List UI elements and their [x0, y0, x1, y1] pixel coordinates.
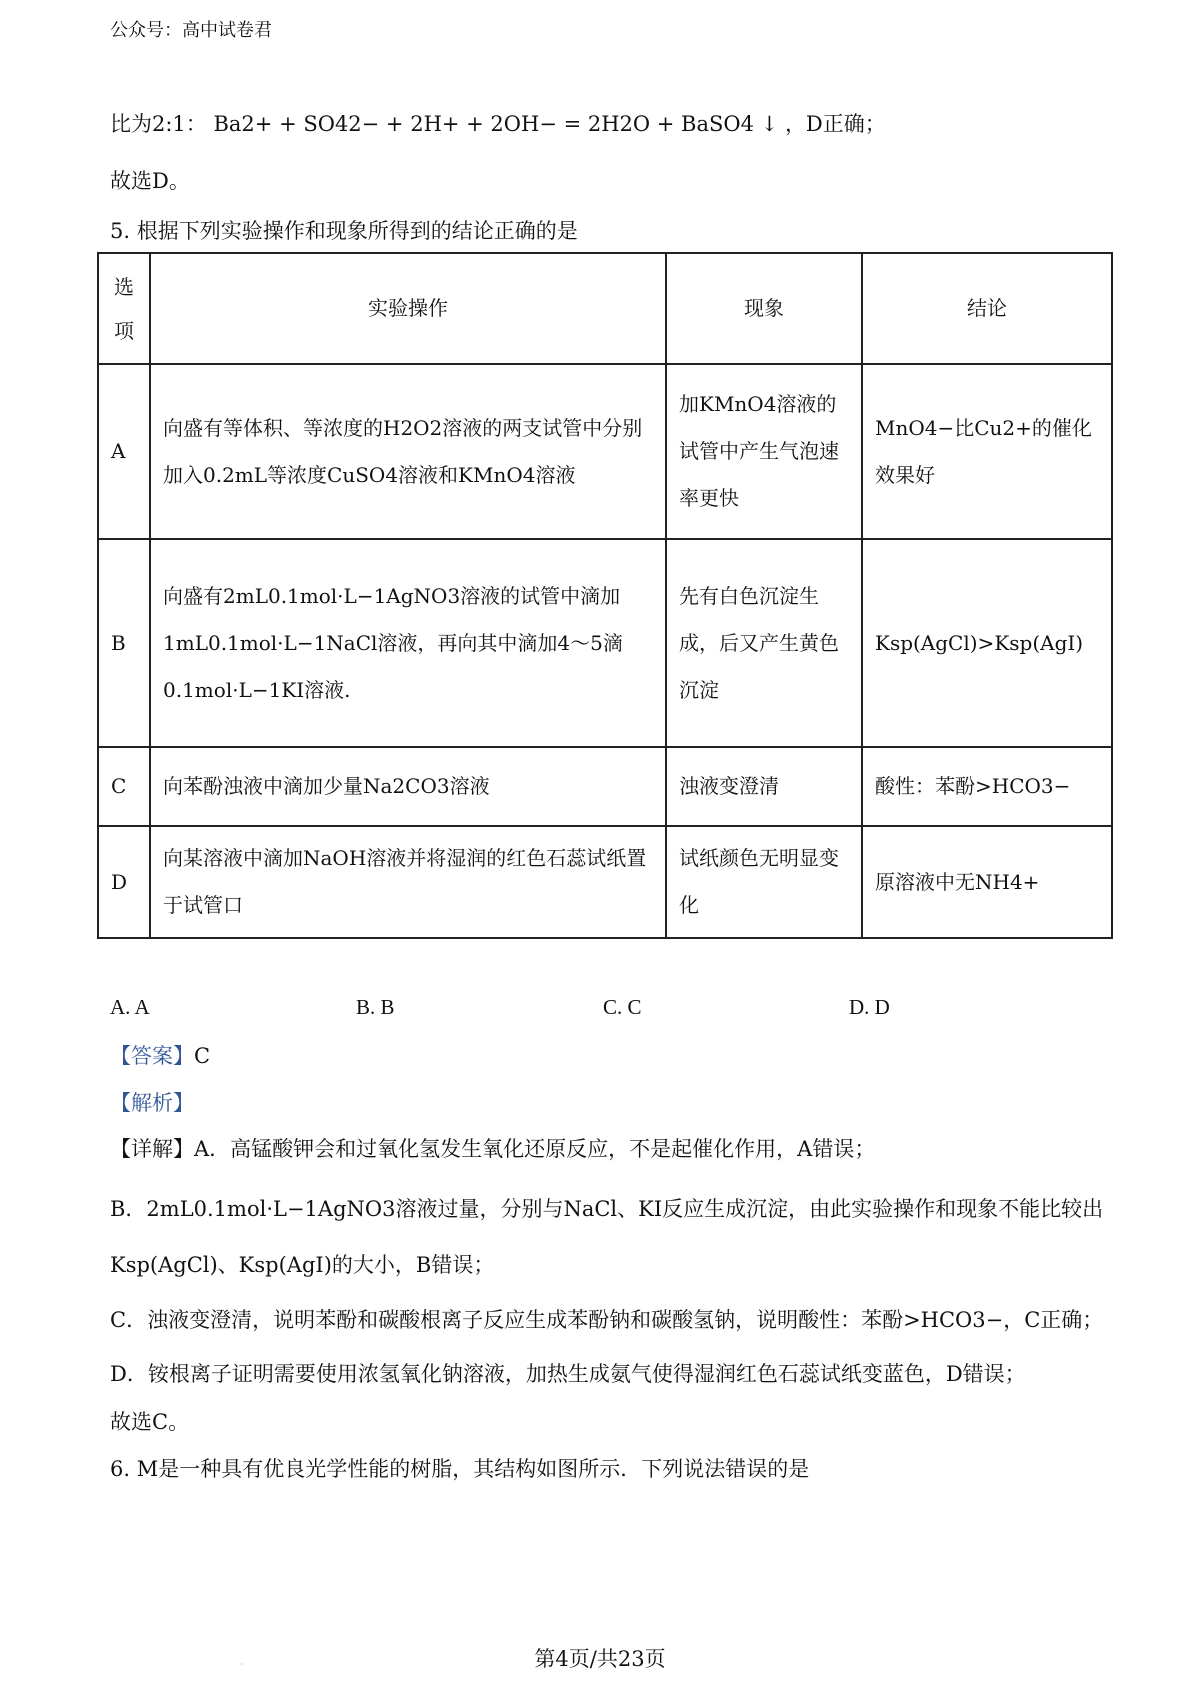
d-conclusion: ，D正确；	[784, 112, 886, 136]
table-row	[98, 747, 1112, 826]
page-number: 第4页/共23页	[534, 1647, 666, 1671]
row-a-operation: 向盛有等体积、等浓度的H2O2溶液的两支试管中分别加入0.2mL等浓度CuSO4溶液和KMnO4溶液	[150, 364, 666, 539]
choice-b[interactable]: B. B	[356, 995, 395, 1019]
question-6-stem: 6. M是一种具有优良光学性能的树脂，其结构如图所示．下列说法错误的是	[110, 1457, 810, 1481]
detail-a-line	[110, 1133, 875, 1163]
row-a-conclusion: MnO4−比Cu2+的催化效果好	[862, 364, 1112, 539]
q5-select: 故选C。	[110, 1410, 190, 1434]
row-d-operation: 向某溶液中滴加NaOH溶液并将湿润的红色石蕊试纸置于试管口	[150, 826, 666, 938]
row-d-option: D	[98, 826, 150, 938]
choice-d[interactable]: D. D	[849, 995, 890, 1019]
table-row	[98, 364, 1112, 539]
header-conclusion: 结论	[862, 253, 1112, 364]
ratio-prefix: 比为2:1：	[110, 112, 207, 136]
prev-select: 故选D。	[110, 169, 190, 193]
detail-a: A．高锰酸钾会和过氧化氢发生氧化还原反应，不是起催化作用，A错误；	[194, 1137, 876, 1161]
answer-value: C	[194, 1044, 211, 1068]
header-option: 选项	[98, 253, 150, 364]
source-header: 公众号：高中试卷君	[110, 20, 272, 41]
footer-dot: ·	[240, 1660, 243, 1669]
question-5-stem: 5. 根据下列实验操作和现象所得到的结论正确的是	[110, 219, 578, 243]
table-row	[98, 539, 1112, 747]
row-c-phenomenon: 浊液变澄清	[666, 747, 862, 826]
detail-d: D．铵根离子证明需要使用浓氢氧化钠溶液，加热生成氨气使得湿润红色石蕊试纸变蓝色，D错误；	[110, 1362, 1026, 1386]
row-c-conclusion: 酸性：苯酚>HCO3−	[862, 747, 1112, 826]
equation: Ba2+ + SO42− + 2H+ + 2OH− = 2H2O + BaSO4 ↓	[213, 112, 779, 136]
header-operation: 实验操作	[150, 253, 666, 364]
table-header-row	[98, 253, 1112, 364]
row-a-option: A	[98, 364, 150, 539]
row-b-operation: 向盛有2mL0.1mol·L−1AgNO3溶液的试管中滴加1mL0.1mol·L−1NaCl溶液，再向其中滴加4～5滴0.1mol·L−1KI溶液.	[150, 539, 666, 747]
analysis-label: 【解析】	[110, 1091, 194, 1115]
row-c-option: C	[98, 747, 150, 826]
answer-label: 【答案】	[110, 1044, 194, 1068]
row-d-phenomenon: 试纸颜色无明显变化	[666, 826, 862, 938]
header-phenomenon: 现象	[666, 253, 862, 364]
row-d-conclusion: 原溶液中无NH4+	[862, 826, 1112, 938]
row-a-phenomenon: 加KMnO4溶液的试管中产生气泡速率更快	[666, 364, 862, 539]
choice-c[interactable]: C. C	[603, 995, 642, 1019]
detail-c: C．浊液变澄清，说明苯酚和碳酸根离子反应生成苯酚钠和碳酸氢钠，说明酸性：苯酚>HCO3−，C正确；	[110, 1308, 1104, 1332]
row-b-phenomenon: 先有白色沉淀生成，后又产生黄色沉淀	[666, 539, 862, 747]
row-c-operation: 向苯酚浊液中滴加少量Na2CO3溶液	[150, 747, 666, 826]
row-b-option: B	[98, 539, 150, 747]
detail-label: 【详解】	[110, 1137, 194, 1161]
answer-line	[110, 1040, 210, 1070]
experiment-table	[97, 252, 1113, 939]
row-b-conclusion: Ksp(AgCl)>Ksp(AgI)	[862, 539, 1112, 747]
prev-equation-line	[110, 108, 886, 138]
detail-b1: B．2mL0.1mol·L−1AgNO3溶液过量，分别与NaCl、KI反应生成沉淀，由此实验操作和现象不能比较出	[110, 1197, 1104, 1221]
choice-a[interactable]: A. A	[110, 995, 150, 1019]
detail-b2: Ksp(AgCl)、Ksp(AgI)的大小，B错误；	[110, 1253, 495, 1277]
table-row	[98, 826, 1112, 938]
